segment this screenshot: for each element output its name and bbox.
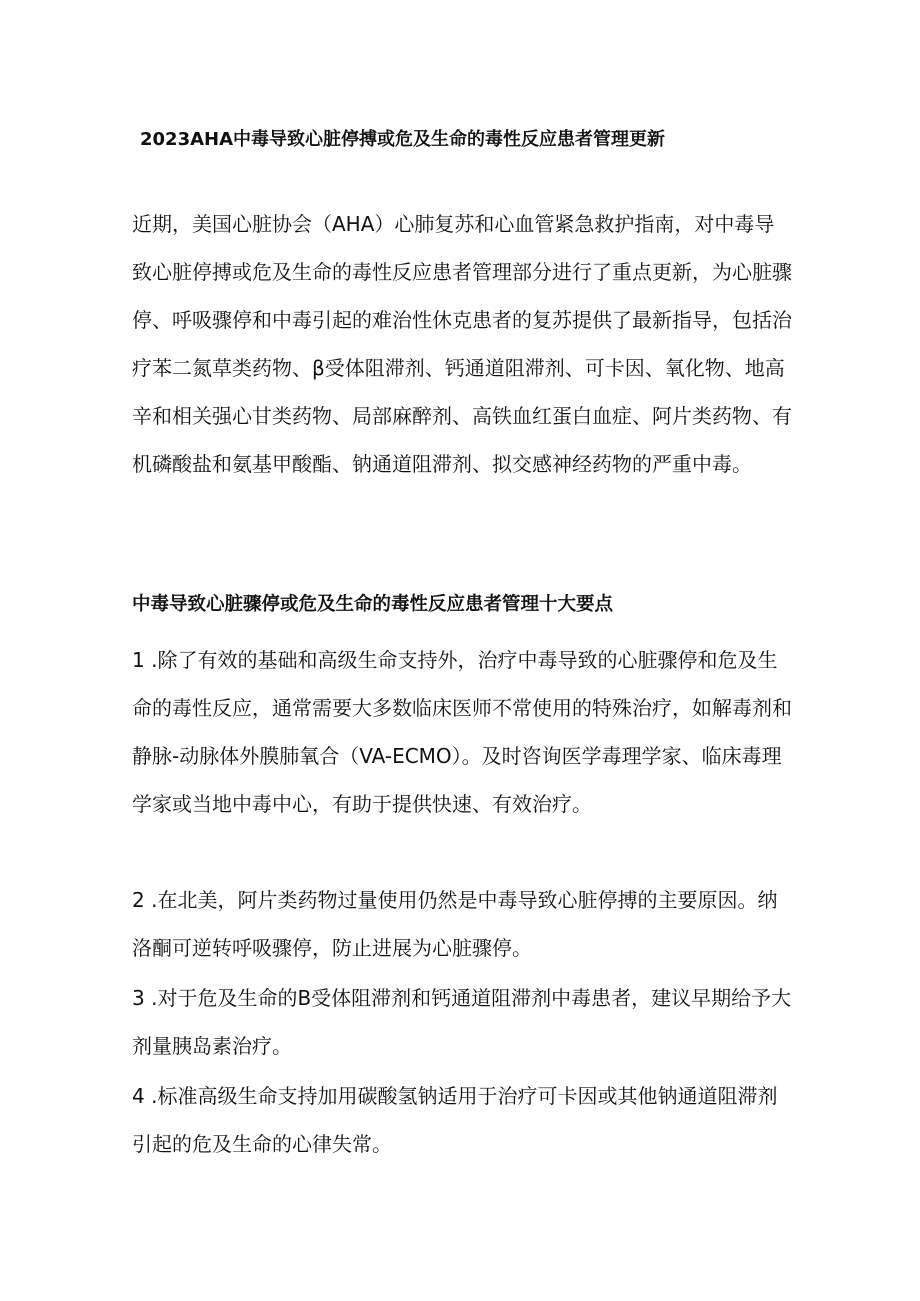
point-3-paragraph: 3 .对于危及生命的B受体阻滞剂和钙通道阻滞剂中毒患者，建议早期给予大剂量胰岛素治疗。 <box>132 986 792 1058</box>
section-heading: 中毒导致心脏骤停或危及生命的毒性反应患者管理十大要点 <box>132 594 614 615</box>
point-1-paragraph: 1 .除了有效的基础和高级生命支持外，治疗中毒导致的心脏骤停和危及生命的毒性反应，通常需要大多数临床医师不常使用的特殊治疗，如解毒剂和静脉-动脉体外膜肺氧合（VA-ECMO）。及时咨询医学毒理学家、临床毒理学家或当地中毒中心，有助于提供快速、有效治疗。 <box>132 648 792 816</box>
intro-paragraph: 近期，美国心脏协会（AHA）心肺复苏和心血管紧急救护指南，对中毒导致心脏停搏或危及生命的毒性反应患者管理部分进行了重点更新，为心脏骤停、呼吸骤停和中毒引起的难治性休克患者的复苏提供了最新指导，包括治疗苯二氮草类药物、β受体阻滞剂、钙通道阻滞剂、可卡因、氧化物、地高辛和相关强心甘类药物、局部麻醉剂、高铁血红蛋白血症、阿片类药物、有机磷酸盐和氨基甲酸酯、钠通道阻滞剂、拟交感神经药物的严重中毒。 <box>132 212 792 476</box>
point-2-paragraph: 2 .在北美，阿片类药物过量使用仍然是中毒导致心脏停搏的主要原因。纳洛酮可逆转呼吸骤停，防止进展为心脏骤停。 <box>132 888 778 960</box>
document-title: 2023AHA中毒导致心脏停搏或危及生命的毒性反应患者管理更新 <box>140 129 666 150</box>
point-4-paragraph: 4 .标准高级生命支持加用碳酸氢钠适用于治疗可卡因或其他钠通道阻滞剂引起的危及生命的心律失常。 <box>132 1084 778 1156</box>
